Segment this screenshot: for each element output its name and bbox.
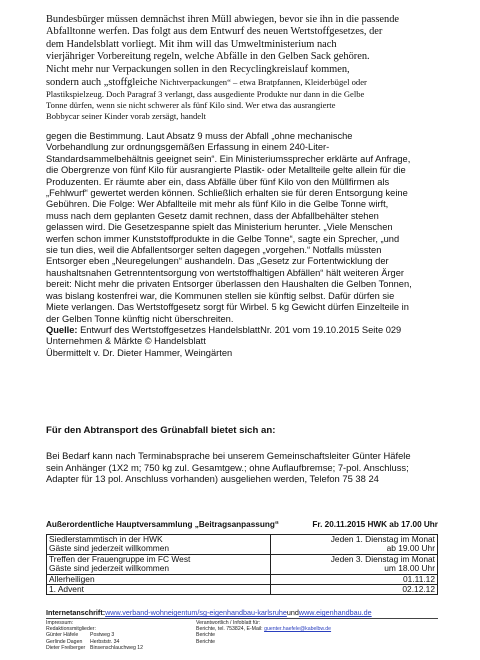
source-line: Übermittelt v. Dr. Dieter Hammer, Weingärten [46, 347, 233, 358]
email-link[interactable]: guenter.haefele@kabelbw.de [264, 626, 332, 633]
article-line: Standardsammelbehältnis geeignet sein“. Ein Ministeriumssprecher erklärte auf Anfrage, [46, 153, 411, 164]
impressum-right-line: Berichte [196, 632, 216, 639]
impressum-right [196, 620, 331, 645]
article-line: „Fehlwurf“ gewertet werden können. Schließlich erhalten sie für deren Entsorgung keine [46, 188, 408, 199]
article-line: vierjähriger Vorbereitung regeln, welche Abfälle in den Gelben Sack gehören. [46, 51, 370, 63]
gruenabfall-line: sein Anhänger (1X2 m; 750 kg zul. Gesamtgew.; ohne Auflaufbremse; 7-pol. Anschluss; [46, 461, 409, 473]
member-name: Gerlinde Dagen [46, 638, 83, 645]
table-row [47, 535, 438, 555]
event-time: 02.12.12 [402, 584, 435, 595]
article-line: haushaltsnahen Getrenntentsorgung von wertstoffhaltigen Abfällen“ hält weiteren Ärger [46, 267, 404, 278]
website-link[interactable]: www.verband-wohneigentum/sg-eigenhandbau-karlsruhe [105, 608, 287, 617]
article-line: was bislang kostenfrei war, die Kommunen stellen sie künftig selbst. Dafür dürfen sie [46, 290, 395, 301]
event-cell [47, 585, 271, 595]
impressum-left [46, 620, 143, 651]
event-time-cell [270, 585, 437, 595]
event-text: Allerheiligen [49, 573, 95, 584]
article-line: muss nach dem geplanten Gesetz damit rechnen, dass der Abfallbehälter stehen [46, 210, 379, 221]
impressum-title: Impressum: [46, 620, 74, 626]
article-line: gelassen wird. Die Gesetzespanne spielt das Ministerium herunter. „Viele Menschen [46, 222, 393, 233]
impressum-subtitle: Redaktionsmitglieder: [46, 626, 96, 633]
article-line: Entsorger eben „Neuregelungen“ aushandeln. Das „Gesetz zur Fortentwicklung der [46, 256, 389, 267]
article-line: der Gelben Tonne künftig nicht überschreiten. [46, 313, 234, 324]
article-line-small: Plastikspielzeug. Doch Paragraf 3 verlangt, dass ausgediente Produkte nur dann in die Gelbe [46, 89, 365, 100]
article-line: die Obergrenze von fünf Kilo für ausrangierte Plastik- oder Metallteile gelte allein für die [46, 165, 406, 176]
source-label: Quelle: [46, 324, 78, 335]
article-sans-block [46, 131, 438, 359]
article-line: Vorbehandlung zur ordnungsgemäßen Erfassung in einem 240-Liter- [46, 142, 330, 153]
event-text: Gäste sind jederzeit willkommen [49, 563, 170, 574]
internet-label: Internetanschrift: [46, 608, 106, 617]
table-row [47, 585, 438, 595]
member-name: Günter Häfele [46, 632, 79, 639]
table-row [47, 554, 438, 574]
impressum-right-line: Verantwortlich / Infoblatt für: [196, 620, 261, 626]
source-line: Unternehmen & Märkte © Handelsblatt [46, 336, 206, 347]
article-line: Abfalltonne werfen. Das folgt aus dem Entwurf des neuen Wertstoffgesetzes, der [46, 26, 383, 38]
divider [46, 618, 438, 619]
event-text: Siedlerstammtisch in der HWK [49, 534, 163, 544]
article-line: werfen schon immer Kunststoffprodukte in die Gelbe Tonne“, sagte ein Sprecher, „und [46, 233, 400, 244]
event-time-cell [270, 554, 437, 574]
member-street: Postweg 3 [90, 632, 115, 639]
article-line: Nicht mehr nur Verpackungen sollen in den Recyclingkreislauf kommen, [46, 63, 350, 75]
impressum-right-line: Berichte [196, 638, 216, 645]
source-text: Entwurf des Wertstoffgesetzes HandelsblattNr. 201 vom 19.10.2015 Seite 029 [77, 324, 402, 335]
event-text: Gäste sind jederzeit willkommen [49, 543, 170, 554]
event-time: Jeden 3. Dienstag im Monat [330, 553, 435, 564]
article-line-small: Bobbycar seiner Kinder vorab zersägt, handelt [46, 111, 206, 122]
article-text: sondern auch „stoffgleiche [46, 77, 160, 89]
article-serif-block [46, 14, 438, 122]
event-time: Jeden 1. Dienstag im Monat [330, 534, 435, 544]
article-line-small: Tonne dürfen, wenn sie nicht schwerer als fünf Kilo sind. Wer etwa das ausrangierte [46, 100, 336, 111]
event-time-cell [270, 535, 437, 555]
gruenabfall-heading: Für den Abtransport des Grünabfall bietet sich an: [46, 425, 276, 436]
versammlung-header [46, 520, 438, 530]
table-row [47, 574, 438, 584]
versammlung-title: Außerordentliche Hauptversammlung „Beitragsanpassung“ [46, 520, 279, 529]
member-street: Binsenschlauchweg 12 [90, 644, 144, 651]
source-line [46, 325, 438, 336]
event-cell [47, 535, 271, 555]
article-line-mixed [46, 76, 438, 89]
event-text: Treffen der Frauengruppe im FC West [49, 553, 191, 564]
event-time: 01.11.12 [403, 573, 435, 584]
impressum-right-line [196, 626, 331, 632]
article-line: Gebühren. Die Folge: Wer Abfallteile mit mehr als fünf Kilo in die Gelbe Tonne wirft, [46, 199, 389, 210]
event-cell [47, 574, 271, 584]
event-time: ab 19.00 Uhr [386, 543, 435, 554]
event-time-cell [270, 574, 437, 584]
event-text: 1. Advent [49, 584, 84, 595]
article-line: Bundesbürger müssen demnächst ihren Müll abwiegen, bevor sie ihn in die passende [46, 14, 400, 25]
impressum-text: Berichte, tel. 753824, E-Mail: [196, 626, 263, 633]
article-line: sie tun dies, weil die Abfallentsorger selten dagegen „vorgehen.“ Notfalls müssten [46, 245, 382, 256]
article-line: Miete verlangen. Das Wertstoffgesetz sorgt für Wirbel. 5 kg Gewicht dürfen Einzelteile in [46, 302, 409, 313]
gruenabfall-block [46, 450, 438, 485]
article-line: Produzenten. Er räumte aber ein, dass Abfälle über fünf Kilo von den Müllfirmen als [46, 176, 390, 187]
member-name: Dieter Freiberger [46, 644, 86, 651]
article-line: gegen die Bestimmung. Laut Absatz 9 muss der Abfall „ohne mechanische [46, 131, 353, 141]
gruenabfall-line: Bei Bedarf kann nach Terminabsprache bei unserem Gemeinschaftsleiter Günter Häfele [46, 450, 411, 461]
internet-line [46, 609, 438, 618]
member-street: Herbststr. 34 [90, 638, 120, 645]
internet-und: und [286, 608, 299, 617]
gruenabfall-line: Adapter für 13 pol. Anschluss vorhanden) ausgeliehen werden, Telefon 75 38 24 [46, 473, 379, 485]
events-table [46, 534, 438, 595]
article-line: bereit: Nicht mehr die privaten Entsorger überlassen den Haushalten die Gelben Tonnen, [46, 279, 412, 290]
event-time: um 18.00 Uhr [384, 563, 435, 574]
article-text-small: Nichtverpackungen“ – etwa Bratpfannen, Kleiderbügel oder [159, 77, 367, 88]
versammlung-date: Fr. 20.11.2015 HWK ab 17.00 Uhr [312, 520, 438, 529]
impressum-member [46, 645, 143, 651]
website-link[interactable]: www.eigenhandbau.de [298, 608, 372, 617]
event-cell [47, 554, 271, 574]
article-line: dem Handelsblatt vorliegt. Mit ihm will das Umweltministerium nach [46, 38, 337, 50]
